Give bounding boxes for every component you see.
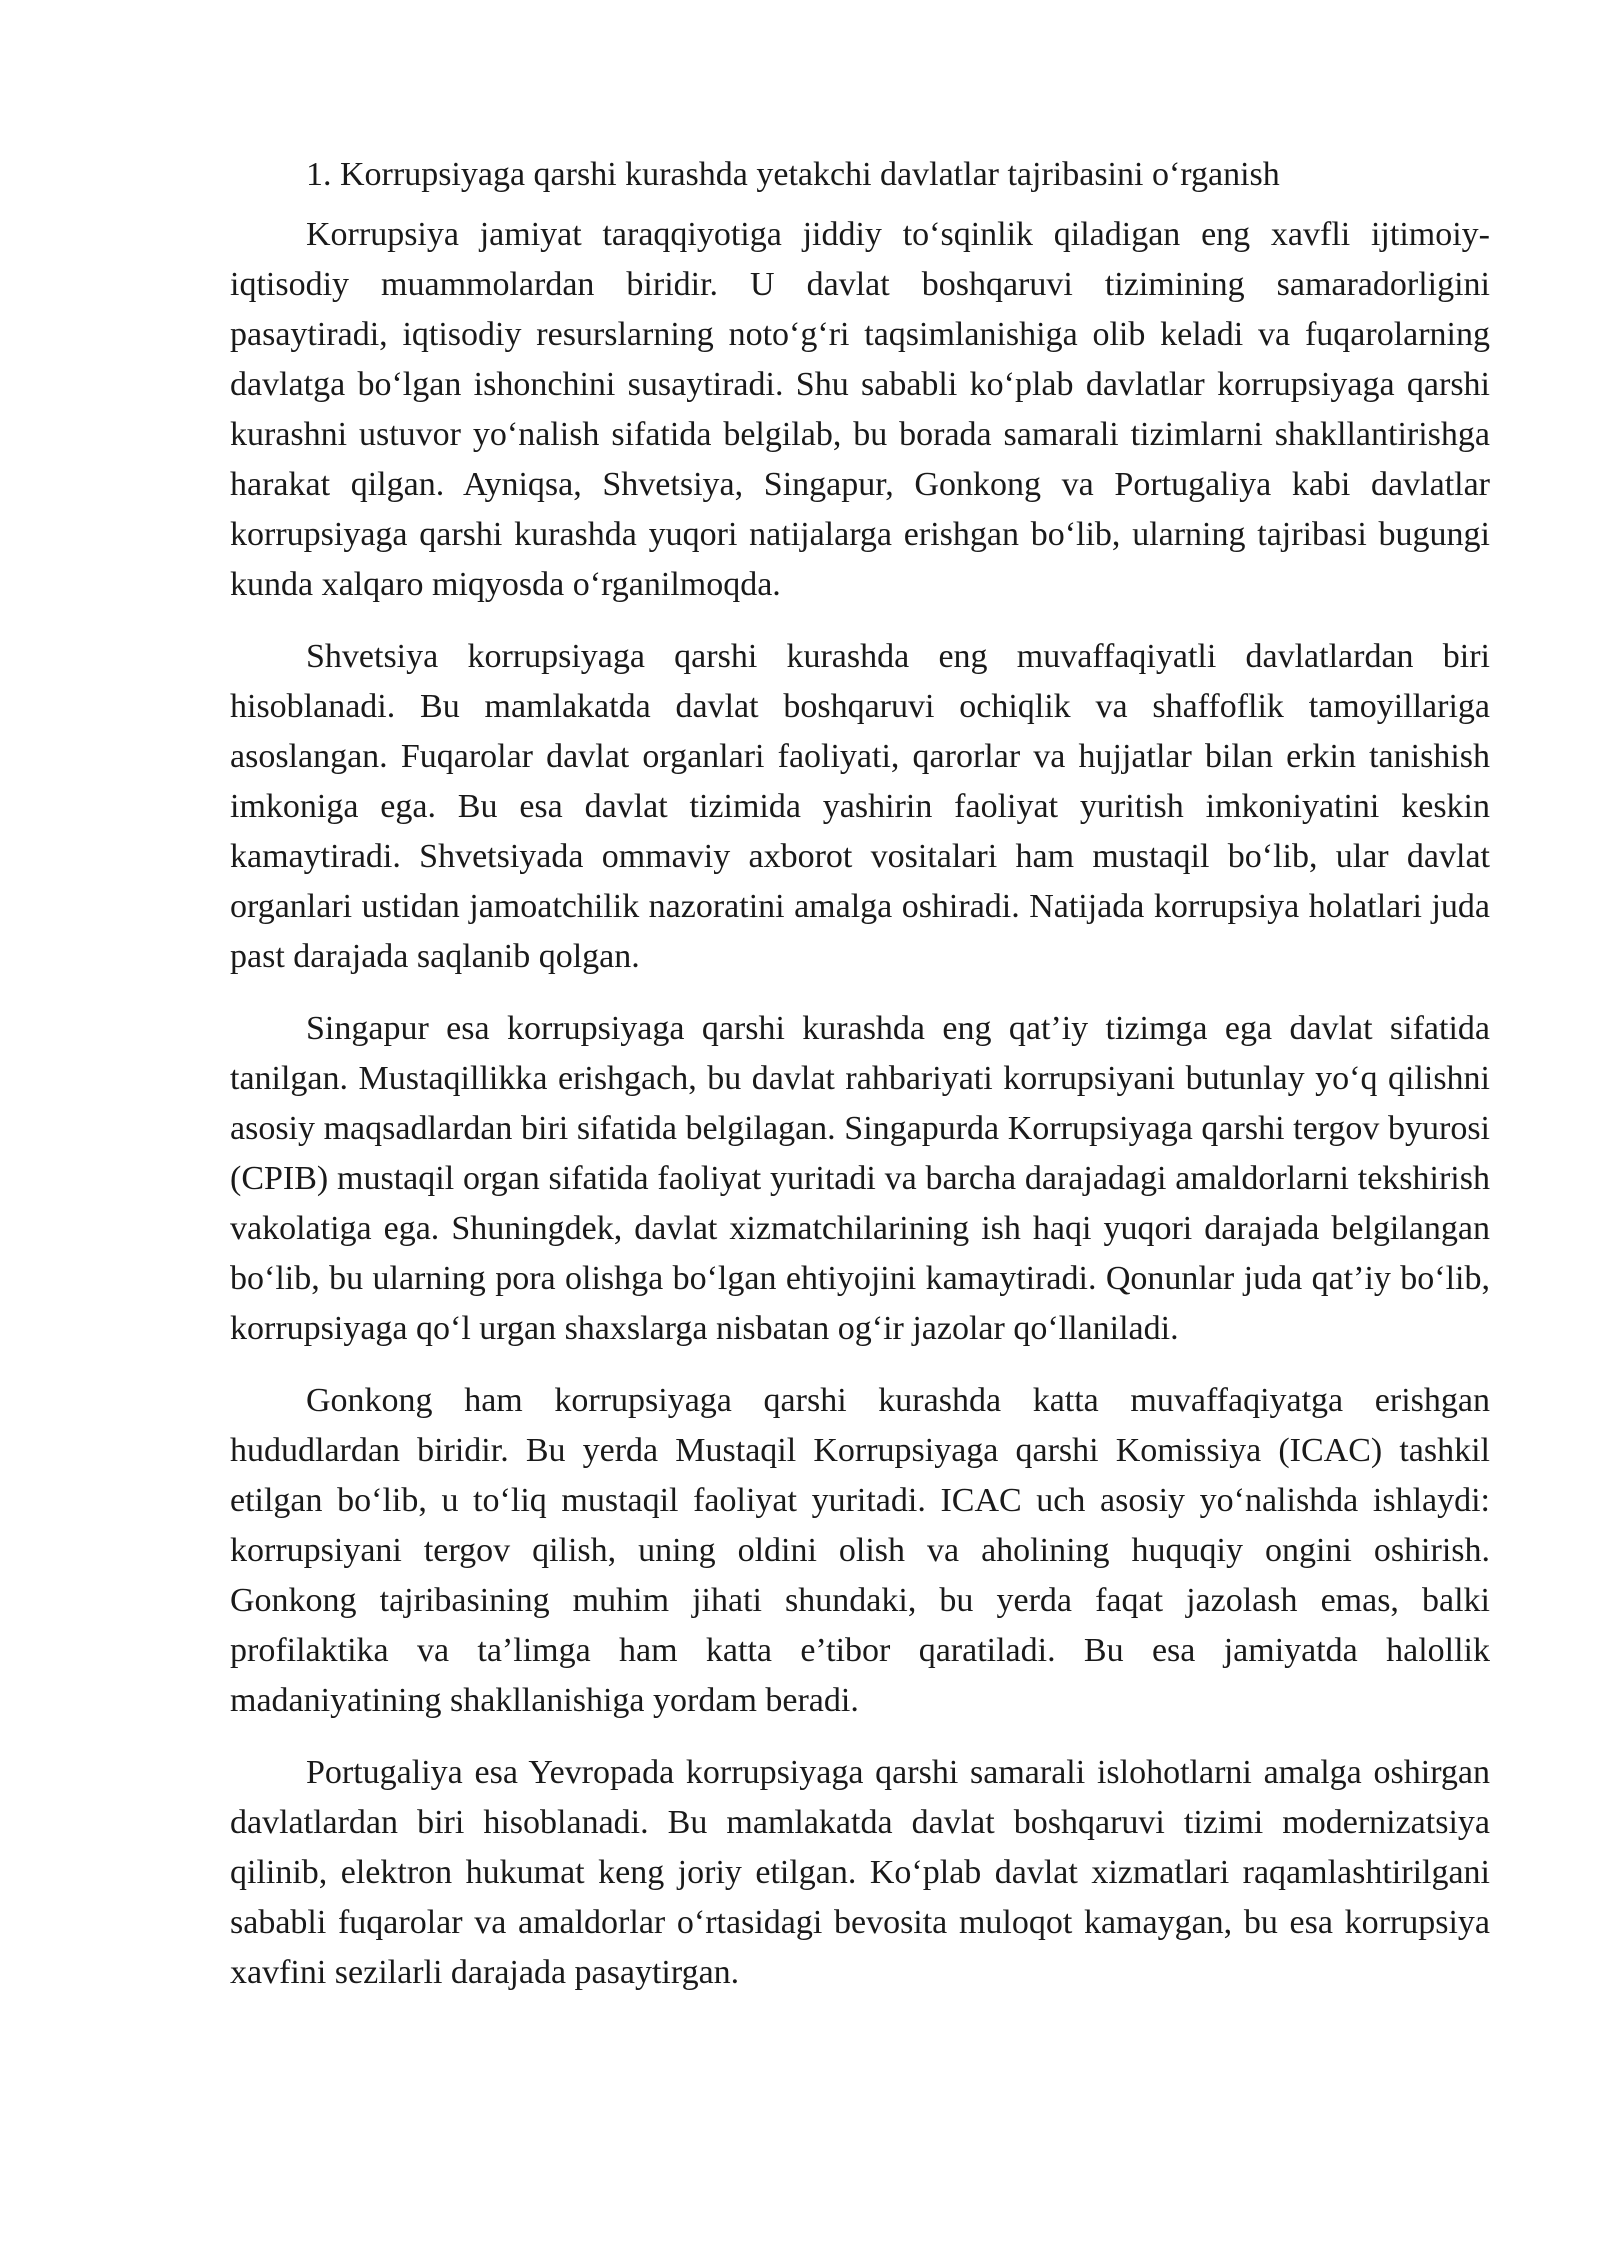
paragraph-introduction: Korrupsiya jamiyat taraqqiyotiga jiddiy to‘sqinlik qiladigan eng xavfli ijtimoiy-iqtisodiy muammolardan biridir. U davlat boshqaruvi tizimining samaradorligini pasaytiradi, iqtisodiy resurslarning noto‘g‘ri taqsimlanishiga olib keladi va fuqarolarning davlatga bo‘lgan ishonchini susaytiradi. Shu sababli ko‘plab davlatlar korrupsiyaga qarshi kurashni ustuvor yo‘nalish sifatida belgilab, bu borada samarali tizimlarni shakllantirishga harakat qilgan. Ayniqsa, Shvetsiya, Singapur, Gonkong va Portugaliya kabi davlatlar korrupsiyaga qarshi kurashda yuqori natijalarga erishgan bo‘lib, ularning tajribasi bugungi kunda xalqaro miqyosda o‘rganilmoqda.: [230, 216, 1490, 603]
paragraph-portugal: Portugaliya esa Yevropada korrupsiyaga qarshi samarali islohotlarni amalga oshirgan davlatlardan biri hisoblanadi. Bu mamlakatda davlat boshqaruvi tizimi modernizatsiya qilinib, elektron hukumat keng joriy etilgan. Ko‘plab davlat xizmatlari raqamlashtirilgani sababli fuqarolar va amaldorlar o‘rtasidagi bevosita muloqot kamaygan, bu esa korrupsiya xavfini sezilarli darajada pasaytirgan.: [230, 1754, 1490, 1991]
paragraph-singapore: Singapur esa korrupsiyaga qarshi kurashda eng qat’iy tizimga ega davlat sifatida tanilgan. Mustaqillikka erishgach, bu davlat rahbariyati korrupsiyani butunlay yo‘q qilishni asosiy maqsadlardan biri sifatida belgilagan. Singapurda Korrupsiyaga qarshi tergov byurosi (CPIB) mustaqil organ sifatida faoliyat yuritadi va barcha darajadagi amaldorlarni tekshirish vakolatiga ega. Shuningdek, davlat xizmatchilarining ish haqi yuqori darajada belgilangan bo‘lib, bu ularning pora olishga bo‘lgan ehtiyojini kamaytiradi. Qonunlar juda qat’iy bo‘lib, korrupsiyaga qo‘l urgan shaxslarga nisbatan og‘ir jazolar qo‘llaniladi.: [230, 1010, 1490, 1347]
paragraph-hong-kong: Gonkong ham korrupsiyaga qarshi kurashda katta muvaffaqiyatga erishgan hududlardan biridir. Bu yerda Mustaqil Korrupsiyaga qarshi Komissiya (ICAC) tashkil etilgan bo‘lib, u to‘liq mustaqil faoliyat yuritadi. ICAC uch asosiy yo‘nalishda ishlaydi: korrupsiyani tergov qilish, uning oldini olish va aholining huquqiy ongini oshirish. Gonkong tajribasining muhim jihati shundaki, bu yerda faqat jazolash emas, balki profilaktika va ta’limga ham katta e’tibor qaratiladi. Bu esa jamiyatda halollik madaniyatining shakllanishiga yordam beradi.: [230, 1382, 1490, 1719]
paragraph-sweden: Shvetsiya korrupsiyaga qarshi kurashda eng muvaffaqiyatli davlatlardan biri hisoblanadi. Bu mamlakatda davlat boshqaruvi ochiqlik va shaffoflik tamoyillariga asoslangan. Fuqarolar davlat organlari faoliyati, qarorlar va hujjatlar bilan erkin tanishish imkoniga ega. Bu esa davlat tizimida yashirin faoliyat yuritish imkoniyatini keskin kamaytiradi. Shvetsiyada ommaviy axborot vositalari ham mustaqil bo‘lib, ular davlat organlari ustidan jamoatchilik nazoratini amalga oshiradi. Natijada korrupsiya holatlari juda past darajada saqlanib qolgan.: [230, 638, 1490, 975]
section-heading: 1. Korrupsiyaga qarshi kurashda yetakchi davlatlar tajribasini o‘rganish: [306, 156, 1280, 193]
document-body: [230, 150, 1490, 2020]
